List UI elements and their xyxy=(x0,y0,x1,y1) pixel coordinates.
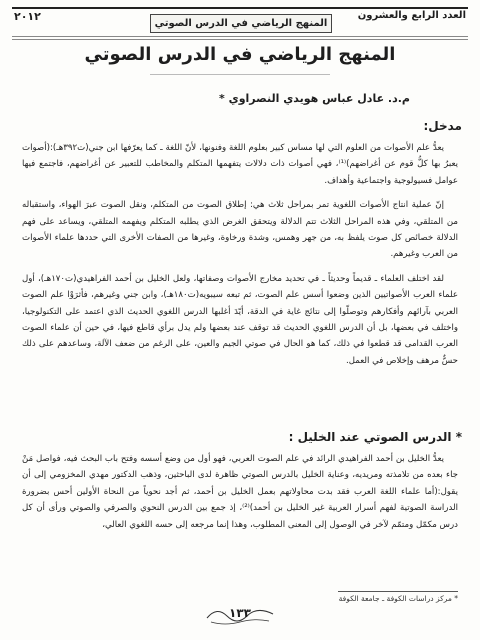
section-body-intro xyxy=(22,140,458,377)
author-name: م.د. عادل عباس هويدي النصراوي * xyxy=(219,92,410,105)
header-top-rule xyxy=(12,7,468,9)
paragraph: لقد اختلف العلماء ـ قديماً وحديثاً ـ في تحديد مخارج الأصوات وصفاتها، ولعل الخليل بن أحمد الفراهيدي(ت١٧٠هـ)، أول علماء العرب الأصواتيين الذين وضعوا أسس علم الصوت، ثم تبعه سيبويه(ت١٨٠هـ)، وابن جني وغيرهم، فأثرَوْا علم الصوت العربي بآرائهم وأفكارهم وتوصلّوا إلى نتائج غاية في الدقة، أيّدَ أغلبها الدرس اللغوي الحديث الذي اعتمد على التكنولوجيا، واختلف في بعضها، بل أن الدرس اللغوي الحديث قد توقف عند بعضها ولم يدل برأي قاطع فيها، في حين أن علماء الصوت العرب القدامى قد قطعوا في ذلك، كما هو الحال في صوتي الجيم والعين، على الرغم من ضعف الآلة، وساعدهم على ذلك حسٌّ مرهف وإخلاص في العمل. xyxy=(22,273,458,366)
title-divider xyxy=(150,74,330,75)
footnote: * مركز دراسات الكوفة ـ جامعة الكوفة xyxy=(338,594,458,603)
section-heading-khalil: * الدرس الصوتي عند الخليل : xyxy=(288,430,462,444)
section-heading-intro: مدخل: xyxy=(423,119,462,133)
paragraph: يعدُّ الخليل بن أحمد الفراهيدي الرائد في علم الصوت العربي، فهو أول من وضع أسسه وفتح باب البحث فيه، فواصل مَنْ جاء بعده من تلامذته ومريديه، وعناية الخليل بالدرس الصوتي ظاهرة لدى الباحثين، وذهب الدكتور مهدي المخزومي إلى أن يقول:(أما علماء اللغة العرب فقد بدت محاولاتهم بعمل الخليل بن أحمد، ثم أجد نحوياً من النحاة الأولين أحس بضرورة الدراسة الصوتية لفهم أسرار العربية غير الخليل بن أحمد)⁽²⁾، إذ جمع بين الدرس النحوي والصرفي والصوتي ورأى أن كل درس مكمّل ومتمّم لآخر في الوصول إلى المعنى المطلوب، وهذا إنما مرجعه إلى حسه اللغوي العالي، xyxy=(22,454,458,530)
footnote-rule xyxy=(338,591,458,592)
journal-issue: العدد الرابع والعشرون xyxy=(357,10,466,21)
journal-year: ٢٠١٢ xyxy=(14,10,41,23)
article-title: المنهج الرياضي في الدرس الصوتي xyxy=(84,44,396,65)
running-title: المنهج الرياضي في الدرس الصوتي xyxy=(150,14,332,33)
header-rule xyxy=(12,36,468,40)
paragraph: يعدُّ علم الأصوات من العلوم التي لها مساس كبير بعلوم اللغة وفنونها، لأنّ اللغة ـ كما يعرّفها ابن جني(ت٣٩٢هـ):(أصوات يعبرُ بها كلُّ قوم عن أغراضهم)⁽¹⁾، فهي أصوات ذات دلالات يتفهمها المتكلم والمخاطب للتعبير عن أغراضهم، فاجتمع فيها عوامل فسيولوجية واجتماعية وأهداف. xyxy=(22,143,459,186)
paragraph: إنّ عملية انتاج الأصوات اللغوية تمر بمراحل ثلاث هي: إطلاق الصوت من المتكلم، ونقل الصوت عبرَ الهواء، واستقباله من المتلقي، وفي هذه المراحل الثلاث تتم الدلالة ويتحقق الغرض الذي يطلبه المتكلم ويفهمه المتلقي، ويساعد على فهم الدلالة خصائص كل صوت يلفظ به، من جهر وهمس، وشدة ورخاوة، وغيرها من الصفات الأخرى التي حددها علماء الأصوات من العرب وغيرهم. xyxy=(22,200,458,260)
section-body-khalil xyxy=(22,451,458,541)
page-number: ١٣٣ xyxy=(229,606,251,620)
